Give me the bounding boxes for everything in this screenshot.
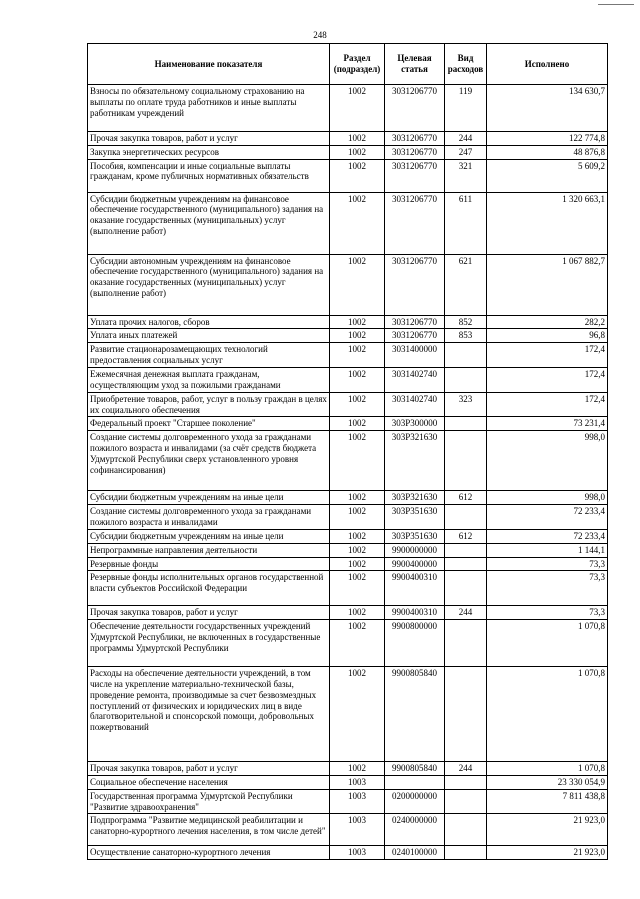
cell-name: Обеспечение деятельности государственных учреждений Удмуртской Республики, не включенных в государственные программы Удмуртской Республики [88, 620, 330, 667]
page-number: 248 [313, 30, 327, 40]
table-row [88, 571, 608, 606]
cell-section: 1002 [330, 192, 385, 254]
cell-type [445, 557, 487, 571]
cell-name: Взносы по обязательному социальному страхованию на выплаты по оплате труда работников и иные выплаты работникам учреждений [88, 85, 330, 132]
cell-target: 303P321630 [385, 431, 445, 491]
cell-section: 1003 [330, 814, 385, 846]
table-body [88, 85, 608, 860]
cell-amount: 1 070,8 [487, 667, 608, 762]
cell-type [445, 543, 487, 557]
cell-section: 1002 [330, 315, 385, 329]
cell-name: Субсидии автономным учреждениям на финансовое обеспечение государственного (муниципального) задания на оказание государственных (муниципальных) услуг (выполнение работ) [88, 254, 330, 315]
budget-table [87, 43, 608, 860]
cell-section: 1002 [330, 543, 385, 557]
cell-section: 1002 [330, 132, 385, 146]
cell-type [445, 846, 487, 860]
cell-amount: 122 774,8 [487, 132, 608, 146]
cell-section: 1002 [330, 557, 385, 571]
cell-type: 621 [445, 254, 487, 315]
cell-section: 1002 [330, 159, 385, 192]
cell-section: 1002 [330, 529, 385, 543]
cell-section: 1003 [330, 775, 385, 789]
cell-amount: 96,8 [487, 329, 608, 343]
cell-name: Осуществление санаторно-курортного лечения [88, 846, 330, 860]
header-name: Наименование показателя [88, 44, 330, 85]
cell-type: 612 [445, 529, 487, 543]
cell-name: Создание системы долговременного ухода за гражданами пожилого возраста и инвалидами [88, 504, 330, 529]
table-row [88, 329, 608, 343]
cell-amount: 7 811 438,8 [487, 789, 608, 814]
corner-mark [598, 4, 634, 7]
cell-type [445, 775, 487, 789]
cell-section: 1002 [330, 145, 385, 159]
table-row [88, 606, 608, 620]
cell-section: 1002 [330, 762, 385, 776]
cell-name: Субсидии бюджетным учреждениям на иные цели [88, 491, 330, 505]
cell-target: 3031400000 [385, 343, 445, 368]
cell-section: 1002 [330, 85, 385, 132]
cell-amount: 21 923,0 [487, 814, 608, 846]
cell-amount: 172,4 [487, 343, 608, 368]
cell-name: Федеральный проект "Старшее поколение" [88, 417, 330, 431]
cell-type: 612 [445, 491, 487, 505]
cell-target: 3031206770 [385, 315, 445, 329]
header-target: Целевая статья [385, 44, 445, 85]
cell-amount: 48 876,8 [487, 145, 608, 159]
cell-amount: 23 330 054,9 [487, 775, 608, 789]
cell-target: 3031206770 [385, 159, 445, 192]
cell-type: 852 [445, 315, 487, 329]
cell-target: 303P351630 [385, 529, 445, 543]
cell-name: Развитие стационарозамещающих технологий предоставления социальных услуг [88, 343, 330, 368]
header-type: Вид расходов [445, 44, 487, 85]
cell-amount: 1 320 663,1 [487, 192, 608, 254]
cell-target: 0200000000 [385, 789, 445, 814]
cell-target: 9900400310 [385, 606, 445, 620]
cell-target: 303P351630 [385, 504, 445, 529]
cell-amount: 172,4 [487, 392, 608, 417]
cell-amount: 1 070,8 [487, 620, 608, 667]
cell-type: 611 [445, 192, 487, 254]
cell-target: 3031402740 [385, 392, 445, 417]
table-row [88, 392, 608, 417]
cell-amount: 1 144,1 [487, 543, 608, 557]
cell-type: 244 [445, 762, 487, 776]
cell-type [445, 814, 487, 846]
cell-amount: 134 630,7 [487, 85, 608, 132]
cell-amount: 73,3 [487, 557, 608, 571]
cell-section: 1002 [330, 606, 385, 620]
table-row [88, 159, 608, 192]
table-row [88, 315, 608, 329]
cell-name: Резервные фонды [88, 557, 330, 571]
cell-name: Прочая закупка товаров, работ и услуг [88, 762, 330, 776]
cell-target: 3031206770 [385, 145, 445, 159]
cell-target: 9900805840 [385, 762, 445, 776]
table-row [88, 504, 608, 529]
cell-target: 3031402740 [385, 368, 445, 393]
cell-type [445, 504, 487, 529]
table-row [88, 192, 608, 254]
cell-type: 244 [445, 606, 487, 620]
table-row [88, 620, 608, 667]
table-row [88, 343, 608, 368]
cell-section: 1002 [330, 491, 385, 505]
cell-amount: 73,3 [487, 606, 608, 620]
cell-section: 1003 [330, 846, 385, 860]
table-row [88, 789, 608, 814]
cell-type: 853 [445, 329, 487, 343]
cell-type [445, 343, 487, 368]
cell-section: 1002 [330, 254, 385, 315]
cell-section: 1002 [330, 392, 385, 417]
table-row [88, 814, 608, 846]
cell-type: 244 [445, 132, 487, 146]
cell-amount: 172,4 [487, 368, 608, 393]
cell-type: 119 [445, 85, 487, 132]
cell-target: 3031206770 [385, 132, 445, 146]
cell-type: 247 [445, 145, 487, 159]
cell-name: Социальное обеспечение населения [88, 775, 330, 789]
cell-name: Ежемесячная денежная выплата гражданам, осуществляющим уход за пожилыми гражданами [88, 368, 330, 393]
table-row [88, 491, 608, 505]
table-row [88, 368, 608, 393]
cell-target: 303P321630 [385, 491, 445, 505]
cell-target: 9900000000 [385, 543, 445, 557]
header-section: Раздел (подраздел) [330, 44, 385, 85]
cell-type [445, 667, 487, 762]
cell-name: Создание системы долговременного ухода за гражданами пожилого возраста и инвалидами (за счёт средств бюджета Удмуртской Республики сверх установленного уровня софинансирования) [88, 431, 330, 491]
cell-target: 9900400000 [385, 557, 445, 571]
table-row [88, 417, 608, 431]
table-row [88, 667, 608, 762]
table-row [88, 543, 608, 557]
cell-name: Подпрограмма "Развитие медицинской реабилитации и санаторно-курортного лечения населения, в том числе детей" [88, 814, 330, 846]
cell-type: 321 [445, 159, 487, 192]
header-amount: Исполнено [487, 44, 608, 85]
cell-section: 1002 [330, 343, 385, 368]
table-row [88, 762, 608, 776]
table-header-row [88, 44, 608, 85]
cell-amount: 1 067 882,7 [487, 254, 608, 315]
cell-type [445, 368, 487, 393]
cell-type [445, 431, 487, 491]
cell-section: 1002 [330, 368, 385, 393]
cell-amount: 21 923,0 [487, 846, 608, 860]
cell-target [385, 775, 445, 789]
table-row [88, 775, 608, 789]
cell-name: Пособия, компенсации и иные социальные выплаты гражданам, кроме публичных нормативных обязательств [88, 159, 330, 192]
cell-amount: 5 609,2 [487, 159, 608, 192]
cell-target: 9900805840 [385, 667, 445, 762]
cell-section: 1003 [330, 789, 385, 814]
cell-section: 1002 [330, 504, 385, 529]
cell-target: 0240000000 [385, 814, 445, 846]
cell-target: 303P300000 [385, 417, 445, 431]
cell-amount: 998,0 [487, 491, 608, 505]
cell-target: 3031206770 [385, 329, 445, 343]
table-row [88, 557, 608, 571]
cell-type [445, 571, 487, 606]
table-row [88, 132, 608, 146]
cell-target: 0240100000 [385, 846, 445, 860]
cell-amount: 282,2 [487, 315, 608, 329]
cell-target: 3031206770 [385, 85, 445, 132]
table-row [88, 254, 608, 315]
cell-amount: 73,3 [487, 571, 608, 606]
cell-target: 3031206770 [385, 254, 445, 315]
cell-section: 1002 [330, 329, 385, 343]
cell-amount: 998,0 [487, 431, 608, 491]
cell-name: Государственная программа Удмуртской Республики "Развитие здравоохранения" [88, 789, 330, 814]
cell-type [445, 620, 487, 667]
cell-name: Приобретение товаров, работ, услуг в пользу граждан в целях их социального обеспечения [88, 392, 330, 417]
cell-type: 323 [445, 392, 487, 417]
table-row [88, 846, 608, 860]
table-row [88, 529, 608, 543]
cell-name: Прочая закупка товаров, работ и услуг [88, 606, 330, 620]
cell-amount: 72 233,4 [487, 504, 608, 529]
cell-name: Субсидии бюджетным учреждениям на финансовое обеспечение государственного (муниципального) задания на оказание государственных (муниципальных) услуг (выполнение работ) [88, 192, 330, 254]
cell-amount: 73 231,4 [487, 417, 608, 431]
cell-name: Непрограммные направления деятельности [88, 543, 330, 557]
table-row [88, 85, 608, 132]
cell-type [445, 417, 487, 431]
cell-name: Расходы на обеспечение деятельности учреждений, в том числе на укрепление материально-технической базы, проведение ремонта, производимые за счет безвозмездных поступлений от физических и юридических лиц в виде благотворительной и спонсорской помощи, добровольных пожертвований [88, 667, 330, 762]
cell-section: 1002 [330, 431, 385, 491]
cell-section: 1002 [330, 667, 385, 762]
cell-target: 9900400310 [385, 571, 445, 606]
cell-target: 3031206770 [385, 192, 445, 254]
table-row [88, 431, 608, 491]
cell-amount: 1 070,8 [487, 762, 608, 776]
cell-name: Резервные фонды исполнительных органов государственной власти субъектов Российской Федерации [88, 571, 330, 606]
cell-name: Субсидии бюджетным учреждениям на иные цели [88, 529, 330, 543]
cell-name: Закупка энергетических ресурсов [88, 145, 330, 159]
cell-name: Уплата иных платежей [88, 329, 330, 343]
cell-amount: 72 233,4 [487, 529, 608, 543]
cell-section: 1002 [330, 571, 385, 606]
cell-type [445, 789, 487, 814]
cell-name: Уплата прочих налогов, сборов [88, 315, 330, 329]
table-row [88, 145, 608, 159]
cell-target: 9900800000 [385, 620, 445, 667]
cell-section: 1002 [330, 417, 385, 431]
cell-name: Прочая закупка товаров, работ и услуг [88, 132, 330, 146]
cell-section: 1002 [330, 620, 385, 667]
